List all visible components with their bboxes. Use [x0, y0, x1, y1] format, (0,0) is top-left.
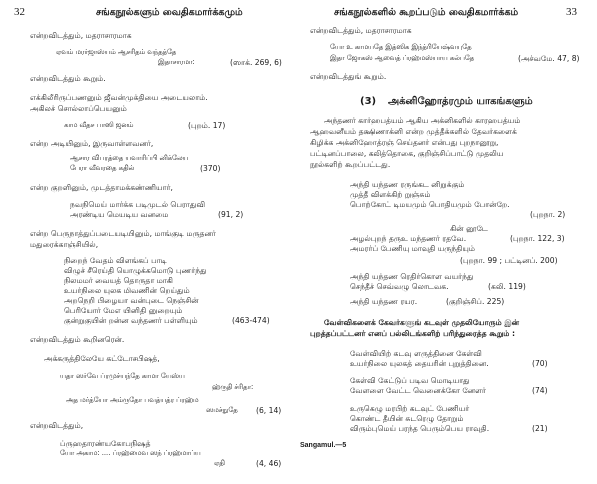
text-line: என்றவிடத்தும், மதராசாரமாக — [30, 31, 132, 40]
text-line: நூல்களிற் கூறப்பட்டது. — [310, 160, 391, 169]
verse-line: விரும்புமெய் பரந்த பெரும்பெய ராவுதி. — [350, 424, 490, 433]
text-line: வேள்விகளைக் கேவர்களுங் கடவுள் முதலியோரும் இன் — [324, 318, 520, 327]
citation: (புறநா. 122, 3) — [510, 234, 565, 243]
verse-line: கேள்வி கேட்டுப் படிவ மொடியாது — [350, 376, 470, 385]
page-number: 33 — [566, 6, 577, 18]
verse-line: அந்தி யந்தண ரெதிர்கொள வயர்ந்து — [350, 272, 474, 281]
verse-line: நிறைந் வேதம் விளங்கப் பாடி — [64, 256, 167, 265]
citation: (குறிஞ்சிப். 225) — [446, 297, 505, 306]
running-header: சங்கநூல்களும் வைதிகமார்க்கமும் — [96, 7, 243, 18]
citation: (91, 2) — [218, 210, 244, 219]
citation: (4, 46) — [256, 459, 282, 468]
sanskrit-line: ஸமச்நுதே — [206, 406, 238, 414]
citation: (6, 14) — [256, 406, 282, 415]
verse-line: விழுச் சீரெய்தி யொழுக்கமொடு புணர்ந்து — [64, 266, 207, 275]
text-line: பட்டினப்பாலை, கலித்தொகை, குறிஞ்சிப்பாட்டு முதலிய — [310, 149, 504, 158]
text-line: எக்கிலீரிருப்பணனும் ஜீவன்முக்தியை அடையலாம். — [30, 93, 208, 102]
sanskrit-line: ஏதி — [214, 459, 225, 467]
sanskrit-line: யோ உ காமயதே இத்ஸிக இந்த்ரியேஷ்வயுதே — [330, 43, 472, 51]
text-line: என்றவிடத்தும் கூறினரென். — [30, 335, 125, 344]
text-line: என்றவிடத்தும் கூறும். — [30, 74, 106, 83]
verse-line: உயர்நிலை யுலகத் தையரின் புறுத்தினை. — [350, 359, 489, 368]
footer-signature: Sangamul.—5 — [300, 442, 347, 449]
text-line: என்றவிடத்தும், — [30, 421, 84, 430]
verse-line: கின் னூடே — [450, 224, 488, 233]
verse-line: கொண்ட தீயின் சுடரெழு தோறும் — [350, 414, 464, 423]
right-page — [300, 0, 597, 484]
verse-line: அந்தி யந்தண ரயர. — [350, 297, 418, 306]
citation: (கலி. 119) — [488, 282, 526, 291]
verse-line: பொற்கோட் டிமயமும் பொதியமும் போன்றே. — [350, 200, 510, 209]
text-line: என்றவிடத்தும், மதராசாரமாக — [310, 26, 412, 35]
sanskrit-line: அத மர்த்யோ அம்ருதோ பவத்யத்ர ப்ரஹ்ம — [66, 396, 199, 404]
verse-line: உயர்நிலை யுலக மிவணின் றெய்தும் — [64, 286, 190, 295]
citation: (புறநா. 99 ; பட்டினப். 200) — [460, 256, 558, 265]
sanskrit-line: யதா ஸர்வே ப்ரமுச்யந்தே காமா யேஸ்ய — [60, 372, 185, 380]
verse-line: முத்தீ விளக்கிற் றுஞ்சும் — [350, 190, 431, 199]
citation: (370) — [200, 164, 221, 173]
text-line: என்ற அடியினும், இருவாள்ளவனர், — [30, 139, 154, 148]
running-header: சங்கநூல்களில் கூறப்படும் வைதிகமார்க்கம் — [334, 7, 519, 18]
text-line: ஆஹவனீயம் தக்ஷிணாக்னி என்ற முத்தீக்களில் தேவர்களைக் — [310, 127, 517, 136]
text-line: கிழிக்க அக்னிஹோத்ரஞ் செய்தனர் என்பது புறநானூறு, — [310, 138, 499, 147]
text-line: அகிலச் சொல்லாப்பெயனும் — [30, 104, 127, 113]
verse-line: பெரியோர் மேஎ யினிதி னுறையும் — [64, 306, 183, 315]
text-line: என்ற குறளினும், முடத்தாமக்கண்ணியார், — [30, 183, 173, 192]
verse-line: குன்றுகுயின் றன்ன வந்தணர் பள்ளியும் — [64, 316, 198, 325]
verse-line: செந்தீச் செவ்வழு லொடவக. — [350, 282, 449, 291]
section-title: அக்னிஹோத்ரமும் யாகங்களும் — [388, 96, 533, 107]
verse-line: அழல்புறந் தருஉ மந்தணர் ரதவே. — [350, 234, 467, 243]
text-line: மதுரைக்காஞ்சியில், — [30, 240, 99, 249]
verse-line: வேள்வியிற் கடவு ளருத்தினை கேள்வி — [350, 349, 482, 358]
sanskrit-line: யோ அகாம: .... ப்ரஹ்மைவ ஸந் ப்ரஹ்மாப்ய — [60, 449, 201, 457]
verse-line: அமரர்ப் பேணியு மாவுதி யருந்தியும் — [350, 244, 476, 253]
citation: (21) — [532, 424, 548, 433]
sanskrit-line: காம வீதச பாஸி ஜனம் — [64, 121, 134, 129]
sanskrit-line: இதாசாரமா: — [158, 58, 195, 66]
citation: (463-474) — [232, 316, 270, 325]
citation: (புறநா. 2) — [530, 210, 566, 219]
citation: (70) — [532, 359, 548, 368]
sanskrit-line: ஹ்ருதி ச்ரிதா: — [212, 383, 254, 391]
text-line: என்றவிடத்துங் கூறும். — [310, 72, 387, 81]
text-line: என்ற பெருநாத்துப்படையடியினும், மாங்குடி மருதனர் — [30, 229, 216, 238]
sanskrit-line: ஏவம் மரர்ஜாஸ்யம் ஆசரிதம் வந்தத்தே — [56, 48, 177, 56]
sanskrit-line: இதா ஜோகஸ் ஆவைத் ப்ரஹ்மஸ்யாய கல்பதே — [330, 54, 475, 62]
sanskrit-line: பேரா வீவரதை கதில் — [70, 164, 135, 172]
citation: (74) — [532, 386, 548, 395]
text-line: அந்தணர் கார்ஹபத்யம் ஆகிய அக்னிகளில் காரஹபத்யம் — [324, 116, 521, 125]
citation: (புறம். 17) — [188, 121, 226, 130]
sanskrit-line: ஆசார விபரத்தை யவாரிப்பி னிக்லேய — [70, 154, 189, 162]
citation: (அச்வமே. 47, 8) — [518, 54, 580, 63]
verse-line: அந்தி யந்தண ரருங்கட னிறுக்கும் — [350, 180, 465, 189]
section-number: (3) — [360, 96, 377, 107]
verse-line: அறநெறி பிழையா வன்புடை நெஞ்சின் — [64, 296, 199, 305]
verse-line: நிலமமர் வையத் தொருதா மாகி — [64, 276, 174, 285]
text-line: புறத்தப்பட்டனர் எனப் பல்லிடங்களிற் பரிந்துரைத்த கூறும் : — [310, 329, 516, 338]
verse-line: அரண்டிய மெயடிய வனமை — [70, 210, 169, 219]
text-line: ப்ருஹதாரண்யகோபநிஷத் — [60, 439, 151, 448]
text-line: அக்கருத்திலேயே கட்டோசபிஷத், — [44, 354, 160, 363]
verse-line: வேளளை வேட்ட வெனைக்கோ னேளர் — [350, 386, 486, 395]
verse-line: நவநிமெய் மார்க்க படிமுடல் பெராதுவி — [70, 200, 206, 209]
verse-line: உருகெழு மரபிற் கடவுட் பேணியர் — [350, 404, 470, 413]
citation: (ஸாக். 269, 6) — [230, 58, 282, 67]
page-number: 32 — [14, 6, 25, 18]
